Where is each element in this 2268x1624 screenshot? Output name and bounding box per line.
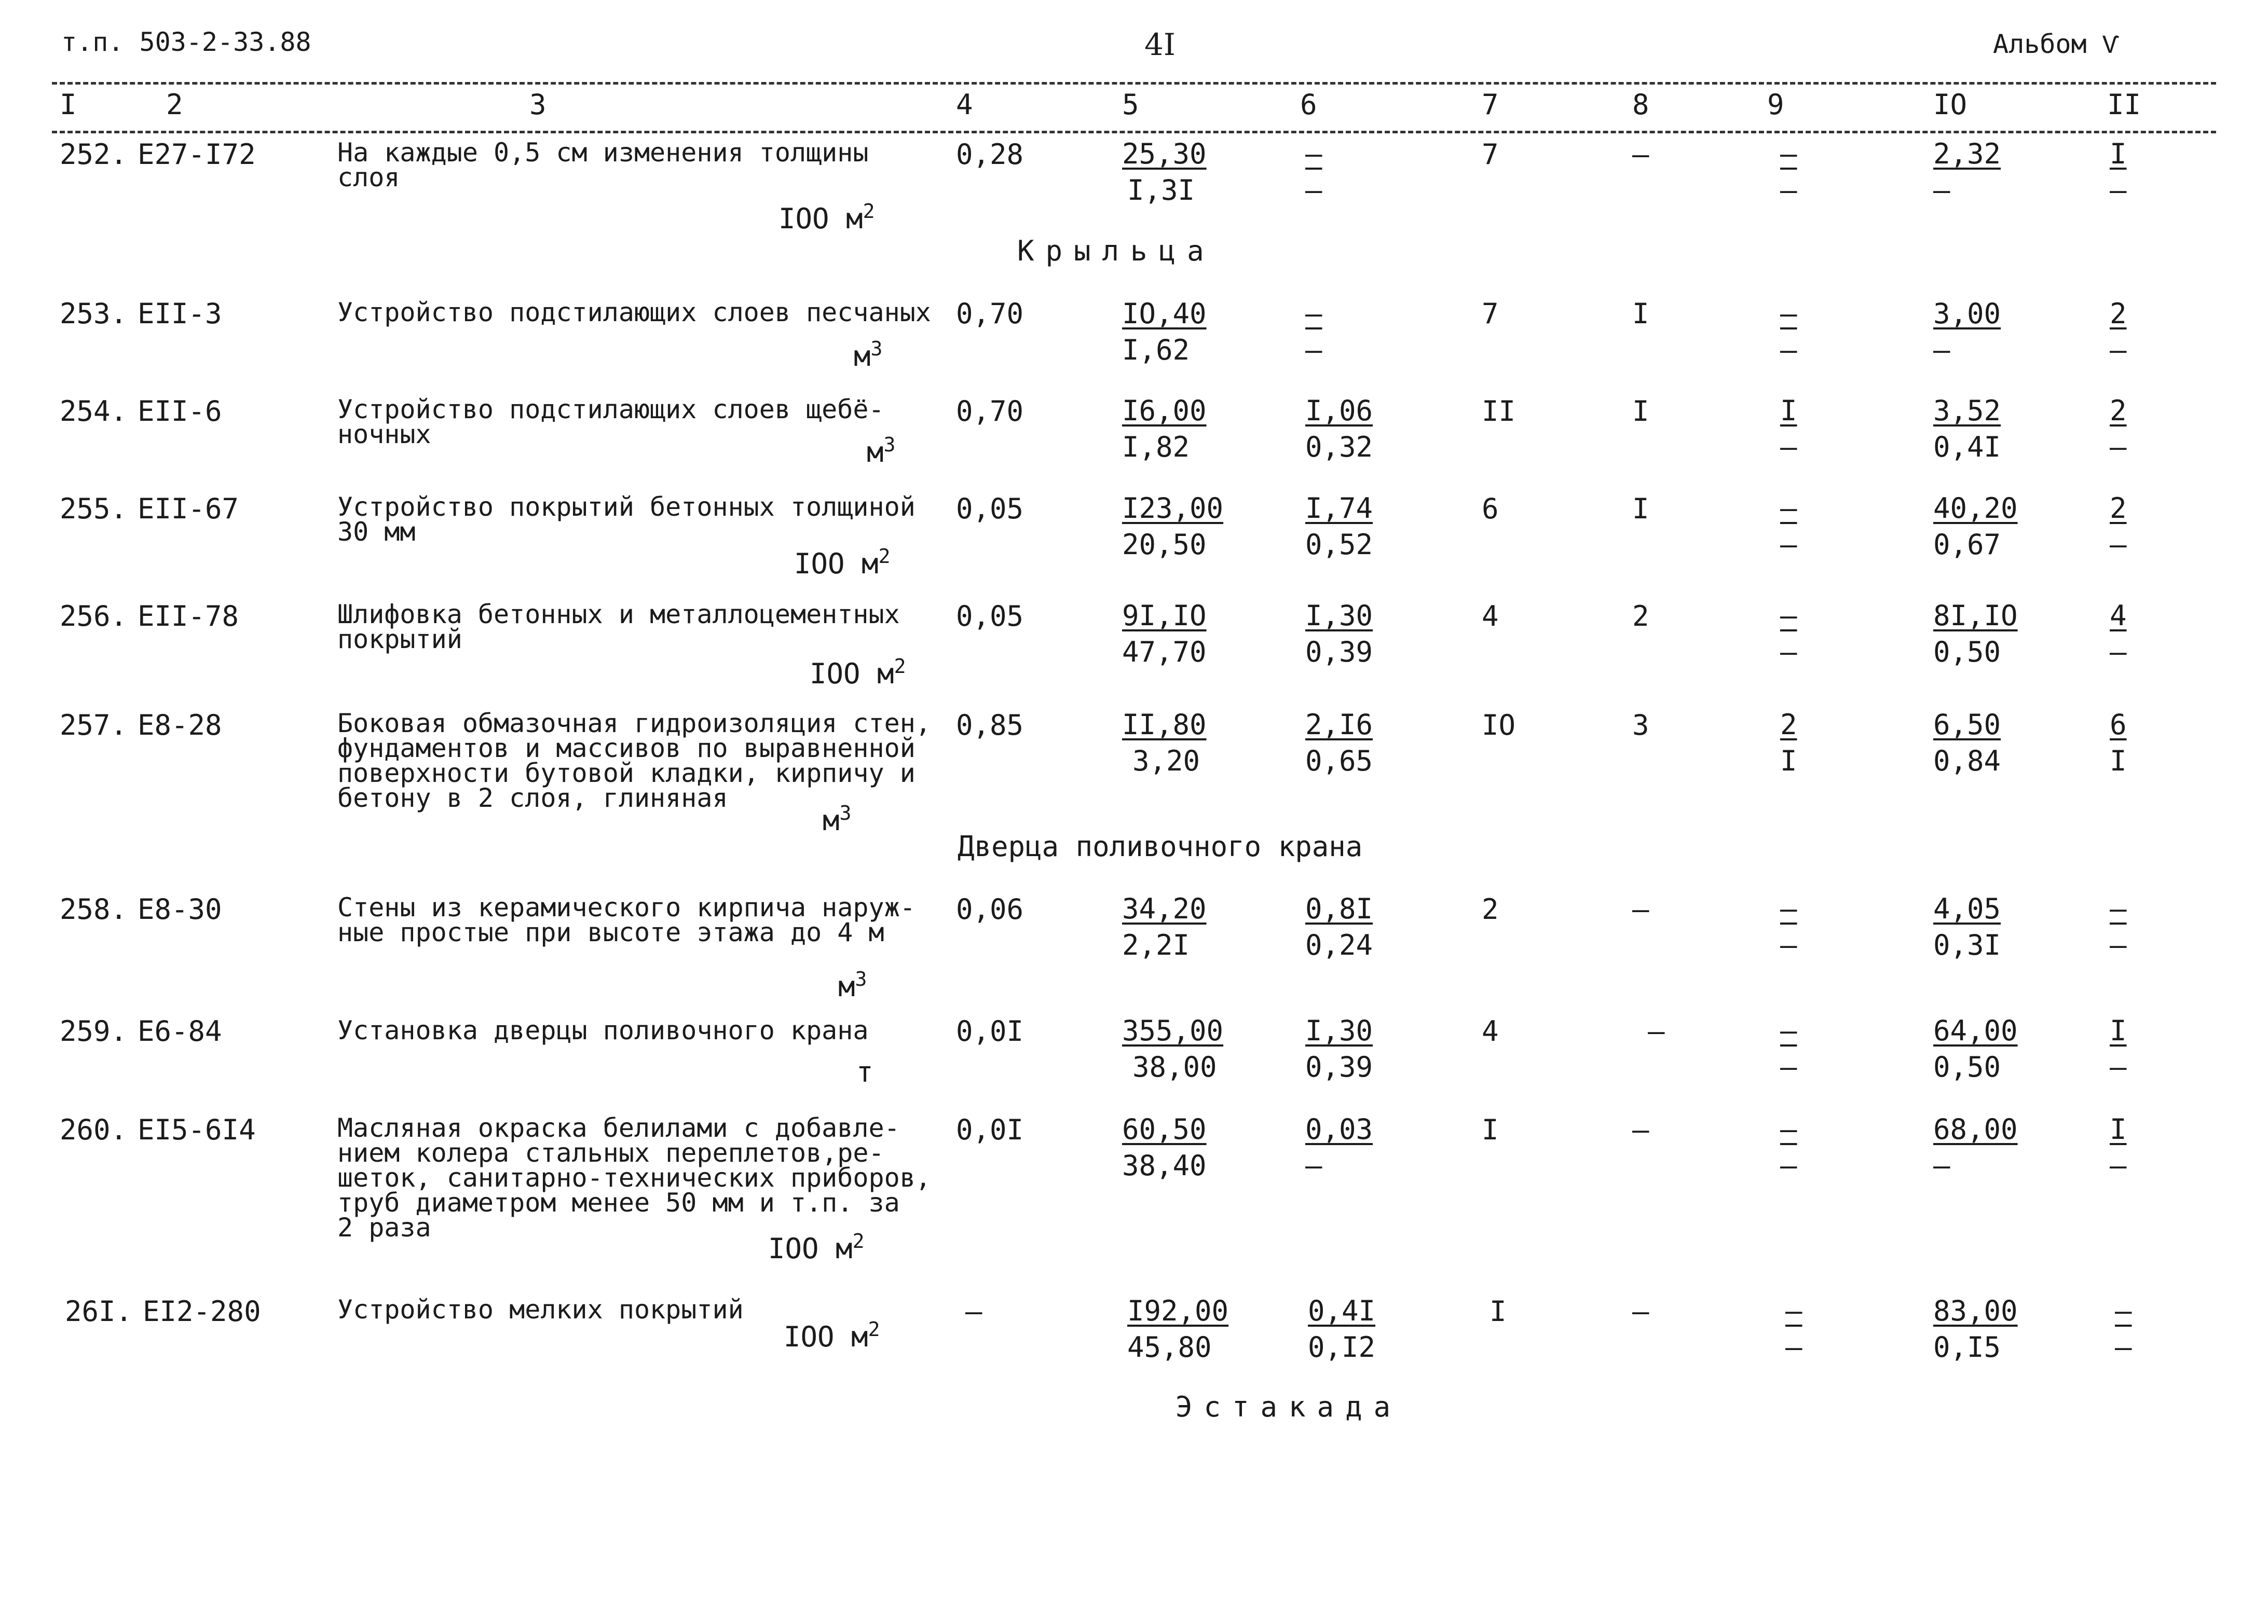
fraction-top: – — [1780, 297, 1797, 330]
description-line: слоя — [337, 162, 400, 192]
col4-value: 0,0I — [956, 1015, 1024, 1048]
description-line: Устройство подстилающих слоев песчаных — [337, 297, 931, 327]
fraction-top: I — [1780, 394, 1797, 427]
col8-value: I — [1632, 395, 1649, 428]
fraction-bottom: 0,24 — [1305, 929, 1373, 961]
col7-value: I — [1490, 1295, 1507, 1328]
fraction-top: 2,32 — [1933, 137, 2001, 170]
fraction-bottom: I — [1780, 745, 1797, 777]
fraction-bottom: 47,70 — [1122, 636, 1207, 668]
col4-value: 0,85 — [956, 709, 1024, 741]
fraction-bottom: I — [2110, 745, 2127, 777]
col6-fraction — [1305, 296, 1322, 368]
col4-value: 0,70 — [956, 395, 1024, 428]
unit-of-measure — [810, 655, 906, 690]
col11-fraction — [2110, 296, 2127, 368]
col6-fraction — [1305, 136, 1322, 209]
rate-code: EI2-280 — [143, 1295, 261, 1328]
fraction-bottom: 2,2I — [1122, 929, 1190, 961]
col6-fraction — [1308, 1293, 1375, 1366]
fraction-bottom: – — [1305, 174, 1322, 207]
column-number: 4 — [956, 88, 973, 121]
work-description — [337, 599, 939, 654]
rate-code: EII-78 — [138, 600, 239, 632]
rate-code: E27-I72 — [138, 138, 256, 171]
column-number: I — [60, 88, 77, 121]
fraction-bottom: 0,39 — [1305, 1051, 1373, 1083]
col10-fraction — [1933, 1293, 2018, 1366]
work-description — [337, 394, 939, 449]
col7-value: II — [1482, 395, 1516, 428]
fraction-top: I — [2110, 137, 2127, 170]
fraction-top: 0,8I — [1305, 892, 1373, 925]
row-number: 259. — [60, 1015, 128, 1048]
col10-fraction — [1933, 1111, 2018, 1184]
fraction-top: 2 — [2110, 492, 2127, 525]
fraction-bottom: 3,20 — [1132, 745, 1200, 777]
col10-fraction — [1933, 136, 2001, 209]
fraction-bottom: 0,39 — [1305, 636, 1373, 668]
row-number: 254. — [60, 395, 128, 428]
description-line: Шлифовка бетонных и металлоцементных — [337, 599, 900, 629]
column-number: II — [2107, 88, 2141, 121]
col7-value: 7 — [1482, 297, 1499, 330]
unit-of-measure — [784, 1318, 880, 1353]
fraction-bottom: – — [1780, 431, 1797, 463]
fraction-bottom: 0,50 — [1933, 1051, 2001, 1083]
unit-text: м — [867, 436, 884, 469]
fraction-top: I,30 — [1305, 599, 1373, 632]
unit-power: 2 — [852, 1230, 865, 1253]
col6-fraction — [1305, 891, 1373, 964]
fraction-top: 2 — [1780, 708, 1797, 741]
description-line: Установка дверцы поливочного крана — [337, 1015, 869, 1045]
unit-text: IOO м — [768, 1232, 853, 1265]
fraction-bottom: – — [2110, 431, 2127, 463]
col6-fraction — [1305, 1111, 1373, 1184]
col10-fraction — [1933, 393, 2001, 465]
row-number: 258. — [60, 893, 128, 926]
column-number: IO — [1933, 88, 1968, 121]
fraction-bottom: – — [1780, 929, 1797, 961]
col7-value: 6 — [1482, 492, 1499, 525]
col8-value: – — [1632, 1295, 1649, 1328]
row-number: 255. — [60, 492, 128, 525]
unit-text: IOO м — [810, 657, 894, 690]
row-number: 26I. — [65, 1295, 133, 1328]
description-line: На каждые 0,5 см изменения толщины — [337, 137, 869, 168]
column-number: 7 — [1482, 88, 1499, 121]
col10-fraction — [1933, 598, 2018, 670]
col5-fraction — [1122, 598, 1207, 670]
col6-fraction — [1305, 490, 1373, 563]
fraction-bottom: 20,50 — [1122, 528, 1207, 561]
fraction-top: I92,00 — [1127, 1295, 1229, 1327]
fraction-bottom: 0,84 — [1933, 745, 2001, 777]
fraction-top: 2 — [2110, 394, 2127, 427]
fraction-top: – — [1780, 599, 1797, 632]
page-number: 4I — [1144, 27, 1176, 62]
col8-value: 2 — [1632, 600, 1649, 632]
unit-text: м — [838, 970, 855, 1003]
col8-value: – — [1632, 1113, 1649, 1146]
description-line: ные простые при высоте этажа до 4 м — [337, 917, 884, 947]
row-number: 252. — [60, 138, 128, 171]
fraction-top: 34,20 — [1122, 892, 1207, 925]
unit-of-measure — [867, 433, 895, 469]
col9-fraction — [1780, 393, 1797, 465]
unit-power: 2 — [868, 1318, 880, 1341]
fraction-bottom: 0,50 — [1933, 636, 2001, 668]
fraction-bottom: – — [1780, 636, 1797, 668]
unit-text: IOO м — [784, 1320, 868, 1353]
description-line: Боковая обмазочная гидроизоляция стен, — [337, 708, 931, 738]
col5-fraction — [1122, 707, 1207, 779]
fraction-top: I — [2110, 1014, 2127, 1047]
description-line: шеток, санитарно-технических приборов, — [337, 1163, 931, 1193]
description-line: Масляная окраска белилами с добавле- — [337, 1113, 900, 1143]
fraction-bottom: – — [2110, 174, 2127, 207]
fraction-top: – — [1305, 297, 1322, 330]
col4-value: – — [965, 1295, 982, 1328]
fraction-top: 9I,IO — [1122, 599, 1207, 632]
unit-power: 3 — [839, 802, 852, 824]
fraction-bottom: – — [1785, 1331, 1802, 1364]
rate-code: EII-67 — [138, 492, 239, 525]
col9-fraction — [1780, 707, 1797, 779]
fraction-bottom: 0,67 — [1933, 528, 2001, 561]
fraction-bottom: – — [2110, 1149, 2127, 1182]
unit-text: м — [823, 804, 840, 837]
unit-power: 2 — [894, 655, 906, 678]
fraction-top: 2,I6 — [1305, 708, 1373, 741]
col4-value: 0,05 — [956, 600, 1024, 632]
unit-power: 2 — [878, 545, 891, 568]
work-description — [337, 137, 939, 192]
description-line: фундаментов и массивов по выравненной — [337, 733, 916, 763]
col4-value: 0,0I — [956, 1113, 1024, 1146]
fraction-top: – — [2115, 1295, 2132, 1327]
col7-value: I — [1482, 1113, 1499, 1146]
fraction-bottom: – — [1933, 334, 1950, 366]
col4-value: 0,70 — [956, 297, 1024, 330]
col11-fraction — [2115, 1293, 2132, 1366]
description-line: 30 мм — [337, 517, 416, 547]
fraction-bottom: – — [1933, 174, 1950, 207]
col4-value: 0,28 — [956, 138, 1024, 171]
unit-text: т — [856, 1056, 873, 1089]
description-line: Устройство подстилающих слоев щебё- — [337, 394, 884, 424]
work-description — [337, 1015, 939, 1045]
fraction-bottom: – — [2110, 528, 2127, 561]
col11-fraction — [2110, 707, 2127, 779]
col5-fraction — [1122, 136, 1207, 209]
fraction-bottom: 0,I2 — [1308, 1331, 1376, 1364]
unit-of-measure — [856, 1053, 873, 1089]
description-line: Устройство мелких покрытий — [337, 1295, 744, 1325]
fraction-bottom: – — [1305, 1149, 1322, 1182]
work-description — [337, 1113, 939, 1243]
fraction-bottom: – — [1305, 334, 1322, 366]
col5-fraction — [1122, 296, 1207, 368]
col8-value: 3 — [1632, 709, 1649, 741]
fraction-top: 3,00 — [1933, 297, 2001, 330]
fraction-bottom: – — [2110, 636, 2127, 668]
fraction-bottom: 0,4I — [1933, 431, 2001, 463]
unit-power: 2 — [863, 200, 875, 223]
unit-power: 3 — [883, 433, 896, 456]
fraction-bottom: I,62 — [1122, 334, 1190, 366]
col11-fraction — [2110, 1013, 2127, 1085]
fraction-bottom: – — [2110, 334, 2127, 366]
fraction-bottom: – — [1780, 1149, 1797, 1182]
column-number: 6 — [1300, 88, 1317, 121]
col9-fraction — [1780, 1111, 1797, 1184]
fraction-bottom: 0,3I — [1933, 929, 2001, 961]
fraction-top: 68,00 — [1933, 1113, 2018, 1146]
description-line: 2 раза — [337, 1213, 431, 1243]
column-number: 9 — [1767, 88, 1784, 121]
col9-fraction — [1785, 1293, 1802, 1366]
col7-value: 4 — [1482, 1015, 1499, 1048]
col11-fraction — [2110, 598, 2127, 670]
col9-fraction — [1780, 891, 1797, 964]
fraction-top: 83,00 — [1933, 1295, 2018, 1327]
fraction-top: 4 — [2110, 599, 2127, 632]
fraction-top: – — [1785, 1295, 1802, 1327]
fraction-bottom: – — [1780, 1051, 1797, 1083]
rate-code: E8-28 — [138, 709, 222, 741]
fraction-top: – — [1780, 137, 1797, 170]
col4-value: 0,06 — [956, 893, 1024, 926]
fraction-bottom: – — [1780, 334, 1797, 366]
fraction-top: 355,00 — [1122, 1014, 1224, 1047]
col9-fraction — [1780, 490, 1797, 563]
fraction-bottom: – — [1780, 528, 1797, 561]
fraction-bottom: I,3I — [1127, 174, 1195, 207]
work-description — [337, 492, 939, 547]
header-rule-bottom — [52, 131, 2216, 133]
fraction-top: 0,03 — [1305, 1113, 1373, 1146]
col9-fraction — [1780, 598, 1797, 670]
fraction-bottom: – — [2115, 1331, 2132, 1364]
col6-fraction — [1305, 1013, 1373, 1085]
unit-power: 3 — [855, 968, 867, 990]
col5-fraction — [1122, 393, 1207, 465]
col8-value: – — [1632, 893, 1649, 926]
col6-fraction — [1305, 598, 1373, 670]
header-rule-top — [52, 82, 2216, 85]
row-number: 253. — [60, 297, 128, 330]
work-description — [337, 892, 939, 947]
col8-value: – — [1648, 1015, 1665, 1048]
col10-fraction — [1933, 1013, 2018, 1085]
unit-of-measure — [768, 1230, 864, 1265]
fraction-bottom: 0,65 — [1305, 745, 1373, 777]
unit-of-measure — [854, 337, 882, 373]
fraction-top: II,80 — [1122, 708, 1207, 741]
col11-fraction — [2110, 136, 2127, 209]
section-heading: Крыльца — [1017, 235, 1215, 267]
column-number: 3 — [529, 88, 546, 121]
fraction-top: I6,00 — [1122, 394, 1207, 427]
fraction-bottom: 38,40 — [1122, 1149, 1207, 1182]
description-line: поверхности бутовой кладки, кирпичу и — [337, 758, 916, 788]
fraction-bottom: – — [2110, 1051, 2127, 1083]
description-line: труб диаметром менее 50 мм и т.п. за — [337, 1188, 900, 1218]
album-label: Альбом Ѵ — [1993, 29, 2118, 59]
row-number: 256. — [60, 600, 128, 632]
rate-code: EI5-6I4 — [138, 1113, 256, 1146]
col10-fraction — [1933, 707, 2001, 779]
unit-of-measure — [823, 802, 851, 837]
fraction-bottom: 0,52 — [1305, 528, 1373, 561]
fraction-bottom: – — [1780, 174, 1797, 207]
fraction-bottom: I,82 — [1122, 431, 1190, 463]
description-line: покрытий — [337, 624, 462, 654]
col5-fraction — [1122, 891, 1207, 964]
unit-text: м — [854, 340, 871, 373]
fraction-top: – — [1780, 1113, 1797, 1146]
fraction-top: 8I,IO — [1933, 599, 2018, 632]
fraction-bottom: – — [2110, 929, 2127, 961]
fraction-top: I,74 — [1305, 492, 1373, 525]
fraction-bottom: 45,80 — [1127, 1331, 1212, 1364]
col11-fraction — [2110, 1111, 2127, 1184]
fraction-top: 40,20 — [1933, 492, 2018, 525]
col5-fraction — [1127, 1293, 1228, 1366]
col11-fraction — [2110, 393, 2127, 465]
rate-code: E8-30 — [138, 893, 222, 926]
col8-value: I — [1632, 492, 1649, 525]
col7-value: IO — [1482, 709, 1516, 741]
col5-fraction — [1122, 1111, 1207, 1184]
fraction-bottom: 38,00 — [1132, 1051, 1217, 1083]
rate-code: EII-3 — [138, 297, 222, 330]
col9-fraction — [1780, 136, 1797, 209]
fraction-top: 25,30 — [1122, 137, 1207, 170]
description-line: нием колера стальных переплетов,ре- — [337, 1138, 884, 1168]
description-line: Стены из керамического кирпича наруж- — [337, 892, 916, 923]
fraction-top: I,06 — [1305, 394, 1373, 427]
fraction-top: 6,50 — [1933, 708, 2001, 741]
fraction-top: 64,00 — [1933, 1014, 2018, 1047]
col5-fraction — [1122, 490, 1223, 563]
rate-code: E6-84 — [138, 1015, 222, 1048]
document-code: т.п. 503-2-33.88 — [61, 27, 311, 57]
col6-fraction — [1305, 393, 1373, 465]
fraction-top: I23,00 — [1122, 492, 1224, 525]
fraction-bottom: 0,I5 — [1933, 1331, 2001, 1364]
fraction-top: – — [1780, 892, 1797, 925]
fraction-top: – — [1780, 492, 1797, 525]
col10-fraction — [1933, 490, 2018, 563]
fraction-bottom: – — [1933, 1149, 1950, 1182]
col11-fraction — [2110, 891, 2127, 964]
fraction-top: – — [2110, 892, 2127, 925]
description-line: Устройство покрытий бетонных толщиной — [337, 492, 916, 522]
col11-fraction — [2110, 490, 2127, 563]
column-number: 5 — [1122, 88, 1139, 121]
description-line: ночных — [337, 419, 431, 449]
fraction-top: IO,40 — [1122, 297, 1207, 330]
fraction-top: 0,4I — [1308, 1295, 1376, 1327]
work-description — [337, 297, 939, 327]
col7-value: 4 — [1482, 600, 1499, 632]
col8-value: – — [1632, 138, 1649, 171]
fraction-top: 4,05 — [1933, 892, 2001, 925]
section-heading: Эстакада — [1176, 1391, 1402, 1423]
col9-fraction — [1780, 1013, 1797, 1085]
column-number: 8 — [1632, 88, 1649, 121]
unit-of-measure — [838, 968, 867, 1003]
fraction-bottom: 0,32 — [1305, 431, 1373, 463]
fraction-top: – — [1780, 1014, 1797, 1047]
fraction-top: 60,50 — [1122, 1113, 1207, 1146]
unit-text: IOO м — [778, 202, 863, 235]
unit-power: 3 — [870, 337, 883, 360]
unit-text: IOO м — [794, 547, 879, 580]
unit-of-measure — [794, 545, 890, 580]
section-heading: Дверца поливочного крана — [958, 830, 1363, 863]
unit-of-measure — [778, 200, 875, 235]
col6-fraction — [1305, 707, 1373, 779]
fraction-top: – — [1305, 137, 1322, 170]
description-line: бетону в 2 слоя, глиняная — [337, 783, 728, 813]
col4-value: 0,05 — [956, 492, 1024, 525]
col10-fraction — [1933, 891, 2001, 964]
fraction-top: I — [2110, 1113, 2127, 1146]
col7-value: 2 — [1482, 893, 1499, 926]
row-number: 260. — [60, 1113, 128, 1146]
fraction-top: 3,52 — [1933, 394, 2001, 427]
col10-fraction — [1933, 296, 2001, 368]
work-description — [337, 708, 939, 813]
col8-value: I — [1632, 297, 1649, 330]
fraction-top: 6 — [2110, 708, 2127, 741]
fraction-top: I,30 — [1305, 1014, 1373, 1047]
rate-code: EII-6 — [138, 395, 222, 428]
row-number: 257. — [60, 709, 128, 741]
fraction-top: 2 — [2110, 297, 2127, 330]
col5-fraction — [1122, 1013, 1223, 1085]
col7-value: 7 — [1482, 138, 1499, 171]
col9-fraction — [1780, 296, 1797, 368]
column-number: 2 — [166, 88, 183, 121]
